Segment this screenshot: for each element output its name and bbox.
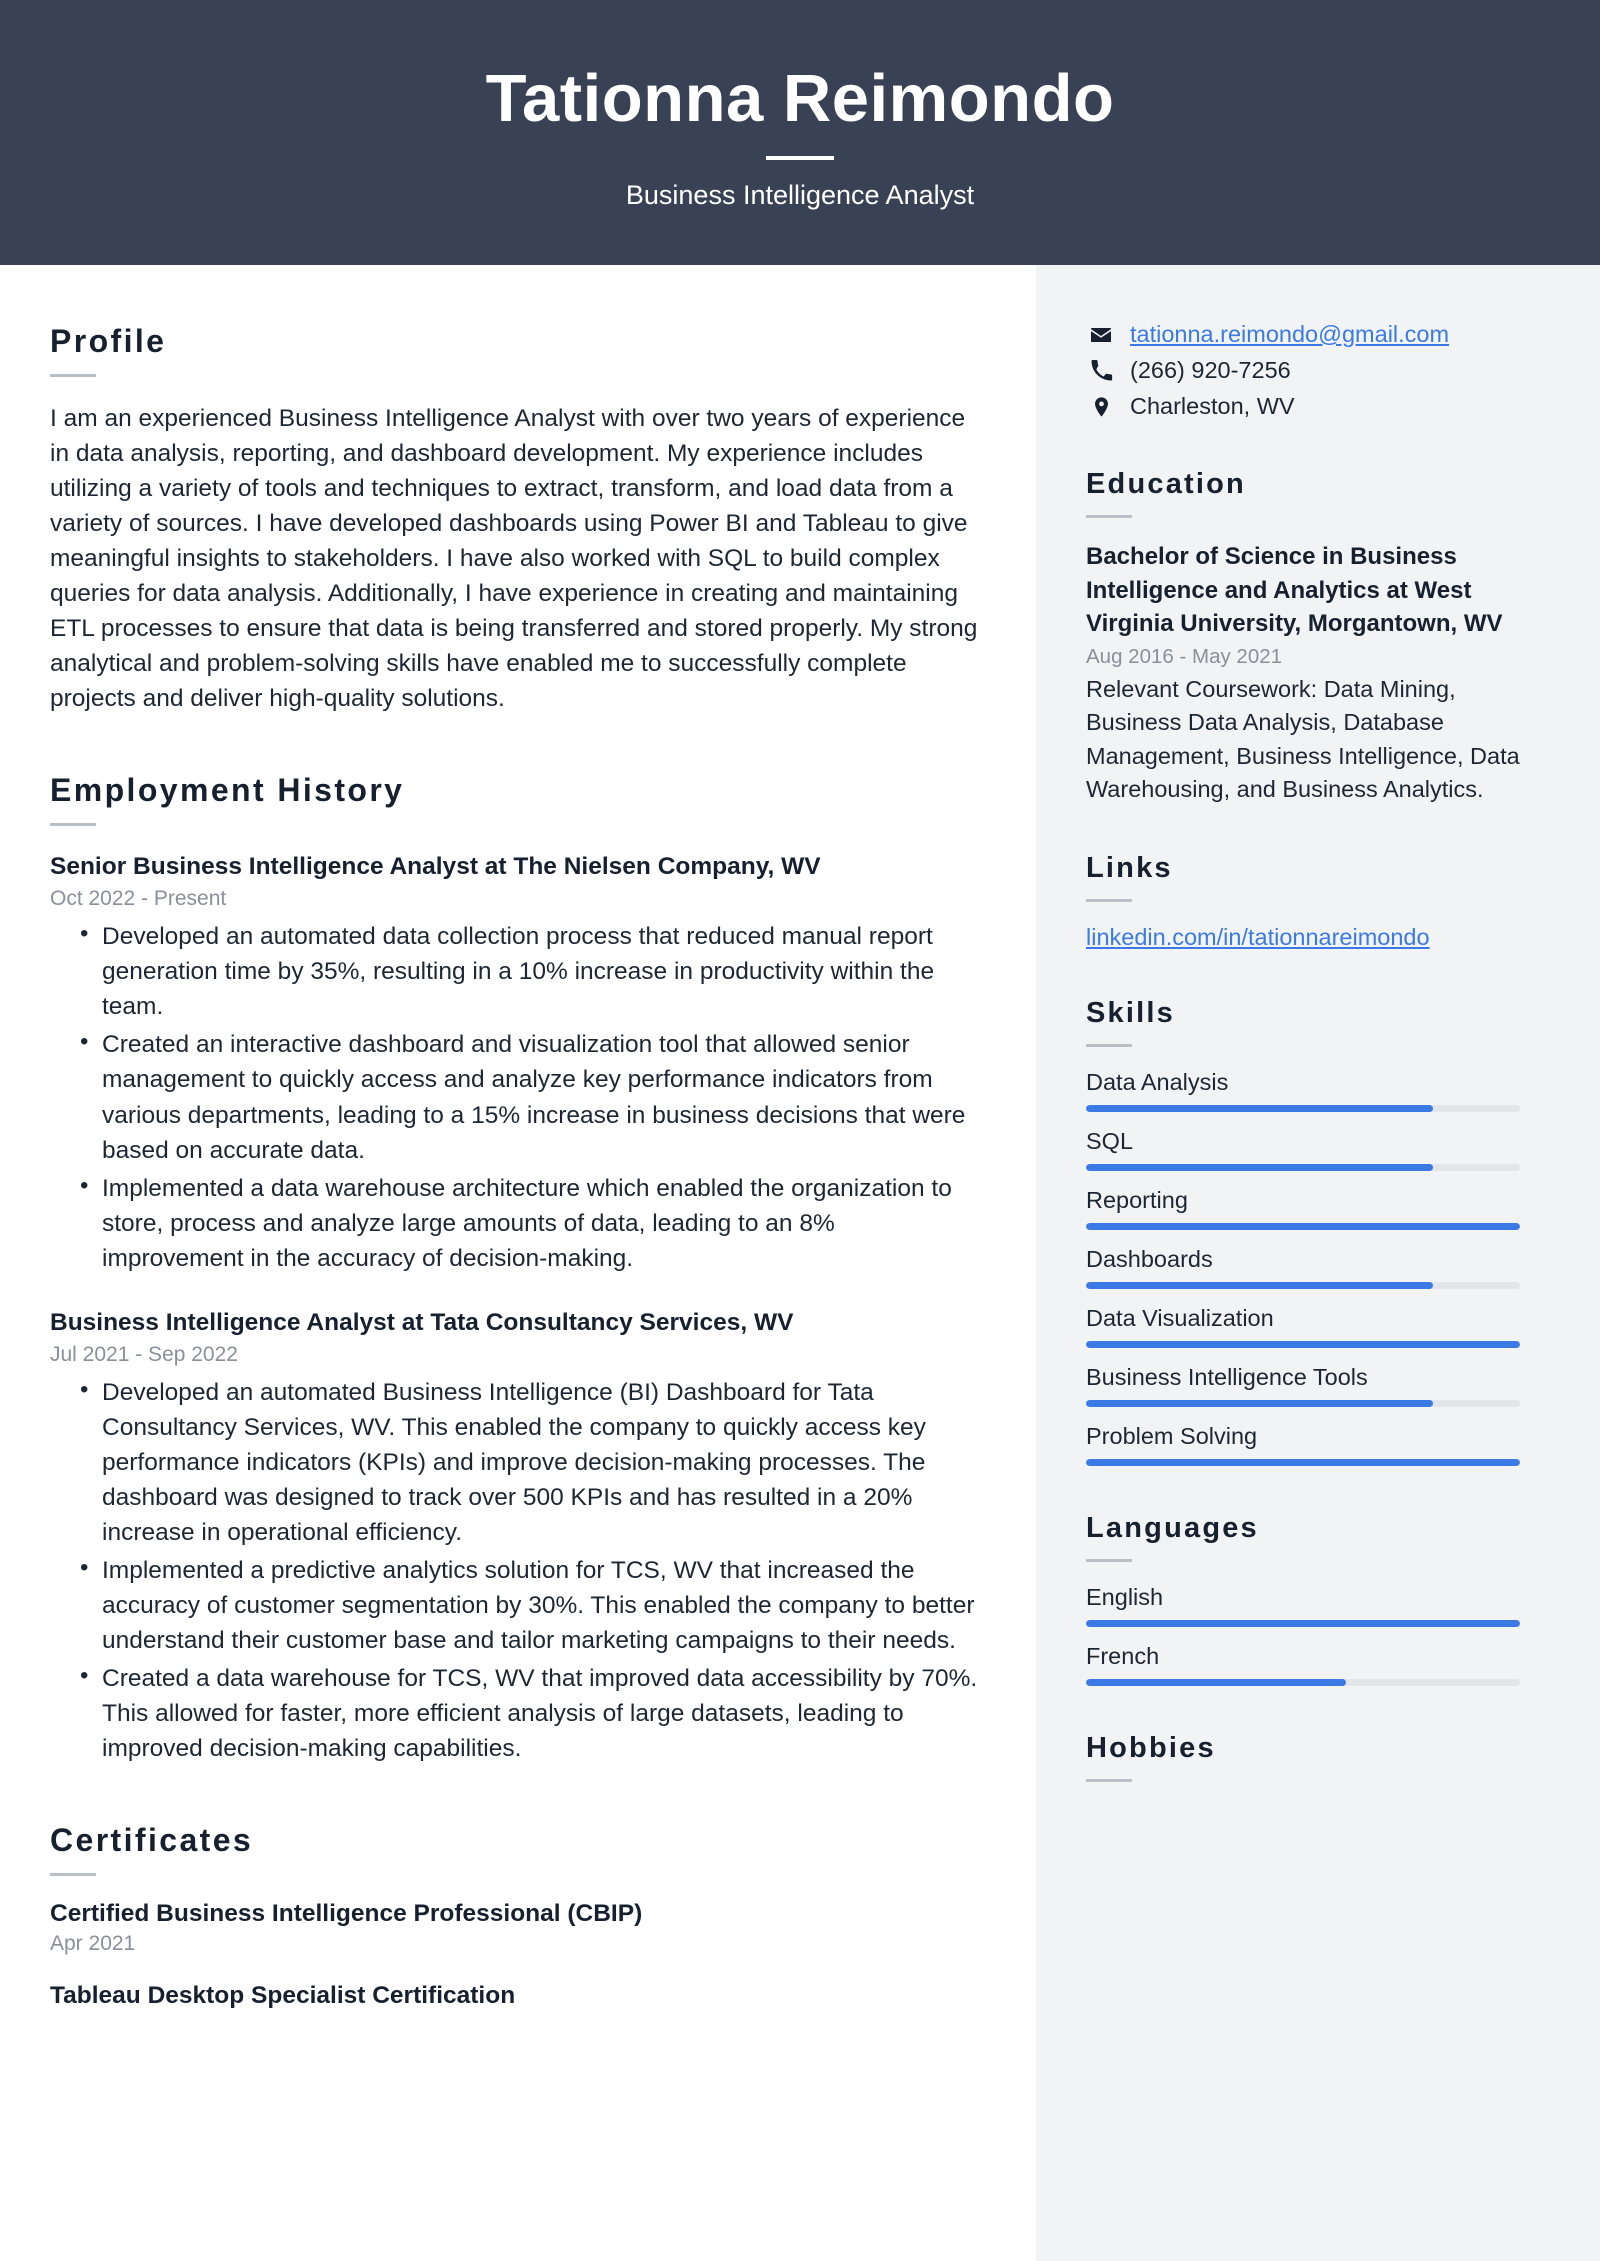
skill-item [1086,1069,1520,1112]
hobbies-heading: Hobbies [1086,1732,1216,1765]
section-profile [50,323,980,716]
skill-item [1086,1187,1520,1230]
skill-bar-track [1086,1282,1520,1289]
skill-bar-track [1086,1164,1520,1171]
language-label: English [1086,1584,1164,1611]
skills-heading: Skills [1086,997,1175,1030]
certificates-heading-rule [50,1873,96,1876]
skill-label: Data Visualization [1086,1305,1274,1332]
employment-entry [50,850,980,1275]
language-label: French [1086,1643,1160,1670]
job-bullet: • Developed an automated Business Intelligence (BI) Dashboard for Tata Consultancy Services, WV. This enabled the company to quickly access key performance indicators (KPIs) and improve decision-making processes. The dashboard was designed to track over 500 KPIs and has resulted in a 20% increase in operational efficiency. [88,1375,980,1550]
phone-icon [1086,359,1116,382]
education-description: Relevant Coursework: Data Mining, Business Data Analysis, Database Management, Business Intelligence, Data Warehousing, and Business Analytics. [1086,675,1520,802]
sidebar-column [1036,265,1600,2261]
skills-heading-rule [1086,1044,1132,1047]
language-bar-track [1086,1620,1520,1627]
employment-heading-rule [50,823,96,826]
skill-label: Dashboards [1086,1246,1213,1273]
links-heading: Links [1086,852,1173,885]
job-bullet: • Implemented a data warehouse architecture which enabled the organization to store, process and analyze large amounts of data, leading to an 8% improvement in the accuracy of decision-making. [88,1171,980,1276]
certificate-entry [50,1900,980,1956]
phone-text: (266) 920-7256 [1130,357,1291,383]
skill-bar-fill [1086,1341,1520,1348]
skill-bar-fill [1086,1105,1433,1112]
profile-text: I am an experienced Business Intelligence Analyst with over two years of experience in data analysis, reporting, and dashboard development. My experience includes utilizing a variety of tools and techniques to extract, transform, and load data from a variety of sources. I have developed dashboards using Power BI and Tableau to give meaningful insights to stakeholders. I have also worked with SQL to build complex queries for data analysis. Additionally, I have experience in creating and maintaining ETL processes to ensure that data is being transferred and stored properly. My strong analytical and problem-solving skills have enabled me to successfully complete projects and deliver high-quality solutions. [50,405,978,713]
job-bullet: • Implemented a predictive analytics solution for TCS, WV that increased the accuracy of customer segmentation by 30%. This enabled the company to better understand their customer base and tailor marketing campaigns to their needs. [88,1553,980,1658]
education-heading: Education [1086,468,1246,500]
skill-bar-fill [1086,1459,1520,1466]
job-title: Senior Business Intelligence Analyst at The Nielsen Company, WV [50,853,821,881]
language-bar-track [1086,1679,1520,1686]
education-heading-rule [1086,515,1132,518]
job-date: Oct 2022 - Present [50,887,227,911]
skill-bar-fill [1086,1223,1520,1230]
resume-body [0,265,1600,2261]
skill-label: Problem Solving [1086,1423,1258,1450]
skill-bar-track [1086,1400,1520,1407]
email-link[interactable]: tationna.reimondo@gmail.com [1130,321,1450,347]
skill-item [1086,1423,1520,1466]
skill-bar-track [1086,1459,1520,1466]
skill-bar-fill [1086,1282,1433,1289]
section-links [1086,852,1520,951]
contact-row-email [1086,321,1520,348]
job-bullet: • Developed an automated data collection process that reduced manual report generation time by 35%, resulting in a 10% increase in productivity within the team. [88,919,980,1024]
contact-row-location [1086,393,1520,420]
skill-label: Data Analysis [1086,1069,1229,1096]
job-bullet-list [50,919,980,1275]
section-employment-history [50,772,980,1766]
certificates-heading: Certificates [50,1822,254,1859]
hobbies-heading-rule [1086,1779,1132,1782]
job-bullet: • Created an interactive dashboard and visualization tool that allowed senior management to quickly access and analyze key performance indicators from various departments, leading to a 15% increase in business decisions that were based on accurate data. [88,1027,980,1167]
language-item [1086,1643,1520,1686]
header-divider [766,156,834,160]
job-bullet-list [50,1375,980,1766]
certificate-entry [50,1982,980,2010]
header-job-title: Business Intelligence Analyst [625,180,975,211]
skill-bar-fill [1086,1164,1433,1171]
skill-item [1086,1128,1520,1171]
languages-heading-rule [1086,1559,1132,1562]
resume-header [0,0,1600,265]
section-hobbies [1086,1732,1520,1782]
job-bullet: • Created a data warehouse for TCS, WV that improved data accessibility by 70%. This allowed for faster, more efficient analysis of large datasets, leading to improved decision-making capabilities. [88,1661,980,1766]
section-education [1086,468,1520,806]
job-date: Jul 2021 - Sep 2022 [50,1342,238,1366]
page-title: Tationna Reimondo [485,60,1115,136]
profile-heading-rule [50,374,96,377]
profile-heading: Profile [50,323,167,359]
skill-bar-track [1086,1105,1520,1112]
education-entry [1086,540,1520,806]
language-bar-fill [1086,1679,1346,1686]
skill-item [1086,1305,1520,1348]
language-bar-fill [1086,1620,1520,1627]
education-date: Aug 2016 - May 2021 [1086,644,1283,668]
main-column [0,265,1036,2261]
section-languages [1086,1512,1520,1686]
skill-item [1086,1246,1520,1289]
section-certificates [50,1822,980,2010]
employment-heading: Employment History [50,772,405,809]
certificate-title: Certified Business Intelligence Professional (CBIP) [50,1900,643,1928]
certificate-title: Tableau Desktop Specialist Certification [50,1982,516,2010]
skill-label: SQL [1086,1128,1134,1155]
skill-label: Reporting [1086,1187,1188,1214]
location-pin-icon [1086,395,1116,419]
skill-label: Business Intelligence Tools [1086,1364,1368,1391]
skill-item [1086,1364,1520,1407]
location-text: Charleston, WV [1130,393,1295,419]
employment-entry [50,1306,980,1766]
skill-bar-fill [1086,1400,1433,1407]
contact-row-phone [1086,357,1520,384]
contact-info [1086,321,1520,420]
section-skills [1086,997,1520,1466]
languages-heading: Languages [1086,1512,1259,1545]
job-title: Business Intelligence Analyst at Tata Consultancy Services, WV [50,1308,794,1336]
skill-bar-track [1086,1223,1520,1230]
linkedin-link[interactable]: linkedin.com/in/tationnareimondo [1086,924,1430,951]
language-item [1086,1584,1520,1627]
email-icon [1086,323,1116,347]
certificate-date: Apr 2021 [50,1932,136,1956]
skill-bar-track [1086,1341,1520,1348]
education-title: Bachelor of Science in Business Intelligence and Analytics at West Virginia University, Morgantown, WV [1086,543,1503,638]
links-heading-rule [1086,899,1132,902]
